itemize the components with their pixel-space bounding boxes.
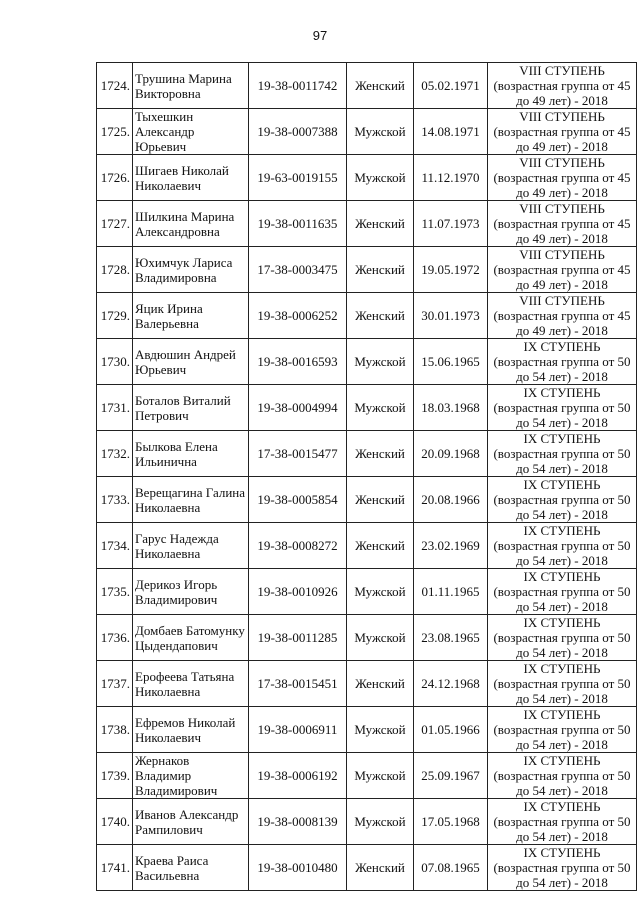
birth-date: 30.01.1973: [414, 293, 488, 339]
stage-category: [488, 707, 637, 753]
table-row: [97, 201, 637, 247]
birth-date: 20.08.1966: [414, 477, 488, 523]
birth-date: 23.08.1965: [414, 615, 488, 661]
stage-category-line: VIII СТУПЕНЬ: [519, 247, 605, 262]
stage-category-line: IX СТУПЕНЬ: [523, 845, 601, 860]
full-name: Иванов Александр Рампилович: [133, 799, 249, 845]
stage-category: [488, 247, 637, 293]
birth-date: 19.05.1972: [414, 247, 488, 293]
row-number: 1740.: [97, 799, 133, 845]
gender: Женский: [347, 661, 414, 707]
birth-date: 25.09.1967: [414, 753, 488, 799]
table-row: [97, 431, 637, 477]
gender: Мужской: [347, 707, 414, 753]
row-number: 1732.: [97, 431, 133, 477]
stage-category-line: VIII СТУПЕНЬ: [519, 201, 605, 216]
full-name: Яцик Ирина Валерьевна: [133, 293, 249, 339]
table-row: [97, 385, 637, 431]
stage-category-line: до 49 лет) - 2018: [516, 277, 608, 292]
row-number: 1727.: [97, 201, 133, 247]
full-name: Тыхешкин Александр Юрьевич: [133, 109, 249, 155]
birth-date: 11.07.1973: [414, 201, 488, 247]
full-name: Ефремов Николай Николаевич: [133, 707, 249, 753]
gender: Женский: [347, 293, 414, 339]
stage-category-line: (возрастная группа от 45: [493, 78, 631, 93]
stage-category: [488, 477, 637, 523]
stage-category-line: до 49 лет) - 2018: [516, 231, 608, 246]
stage-category-line: IX СТУПЕНЬ: [523, 477, 601, 492]
stage-category-line: до 54 лет) - 2018: [516, 507, 608, 522]
table-row: [97, 477, 637, 523]
stage-category: [488, 155, 637, 201]
full-name: Шигаев Николай Николаевич: [133, 155, 249, 201]
birth-date: 20.09.1968: [414, 431, 488, 477]
stage-category-line: до 54 лет) - 2018: [516, 461, 608, 476]
stage-category-line: IX СТУПЕНЬ: [523, 523, 601, 538]
stage-category-line: до 54 лет) - 2018: [516, 645, 608, 660]
table-row: [97, 753, 637, 799]
stage-category-line: VIII СТУПЕНЬ: [519, 155, 605, 170]
birth-date: 11.12.1970: [414, 155, 488, 201]
stage-category: [488, 385, 637, 431]
gender: Женский: [347, 845, 414, 891]
stage-category-line: IX СТУПЕНЬ: [523, 799, 601, 814]
uin-code: 19-38-0010926: [249, 569, 347, 615]
stage-category-line: (возрастная группа от 50: [493, 354, 631, 369]
stage-category-line: (возрастная группа от 50: [493, 538, 631, 553]
stage-category: [488, 523, 637, 569]
table-row: [97, 845, 637, 891]
stage-category-line: (возрастная группа от 45: [493, 308, 631, 323]
gender: Мужской: [347, 569, 414, 615]
stage-category-line: до 54 лет) - 2018: [516, 415, 608, 430]
table-row: [97, 661, 637, 707]
full-name: Жернаков Владимир Владимирович: [133, 753, 249, 799]
row-number: 1733.: [97, 477, 133, 523]
full-name: Шилкина Марина Александровна: [133, 201, 249, 247]
row-number: 1737.: [97, 661, 133, 707]
uin-code: 19-38-0008272: [249, 523, 347, 569]
table-row: [97, 109, 637, 155]
stage-category-line: (возрастная группа от 50: [493, 676, 631, 691]
stage-category-line: до 54 лет) - 2018: [516, 737, 608, 752]
birth-date: 01.11.1965: [414, 569, 488, 615]
stage-category-line: VIII СТУПЕНЬ: [519, 63, 605, 78]
table-row: [97, 247, 637, 293]
birth-date: 15.06.1965: [414, 339, 488, 385]
row-number: 1724.: [97, 63, 133, 109]
stage-category: [488, 799, 637, 845]
stage-category-line: IX СТУПЕНЬ: [523, 707, 601, 722]
table-row: [97, 615, 637, 661]
gender: Мужской: [347, 109, 414, 155]
full-name: Юхимчук Лариса Владимировна: [133, 247, 249, 293]
birth-date: 01.05.1966: [414, 707, 488, 753]
stage-category-line: до 54 лет) - 2018: [516, 553, 608, 568]
uin-code: 17-38-0015451: [249, 661, 347, 707]
stage-category: [488, 293, 637, 339]
stage-category-line: (возрастная группа от 50: [493, 630, 631, 645]
stage-category: [488, 109, 637, 155]
stage-category: [488, 753, 637, 799]
full-name: Краева Раиса Васильевна: [133, 845, 249, 891]
stage-category-line: (возрастная группа от 50: [493, 768, 631, 783]
table-row: [97, 799, 637, 845]
stage-category-line: до 54 лет) - 2018: [516, 829, 608, 844]
full-name: Авдюшин Андрей Юрьевич: [133, 339, 249, 385]
uin-code: 19-38-0006911: [249, 707, 347, 753]
stage-category-line: (возрастная группа от 45: [493, 170, 631, 185]
row-number: 1741.: [97, 845, 133, 891]
stage-category-line: VIII СТУПЕНЬ: [519, 293, 605, 308]
stage-category-line: (возрастная группа от 45: [493, 262, 631, 277]
gender: Женский: [347, 247, 414, 293]
table-row: [97, 155, 637, 201]
stage-category-line: (возрастная группа от 50: [493, 400, 631, 415]
uin-code: 19-38-0005854: [249, 477, 347, 523]
gender: Мужской: [347, 385, 414, 431]
uin-code: 17-38-0003475: [249, 247, 347, 293]
stage-category-line: IX СТУПЕНЬ: [523, 753, 601, 768]
full-name: Боталов Виталий Петрович: [133, 385, 249, 431]
stage-category-line: до 54 лет) - 2018: [516, 599, 608, 614]
row-number: 1739.: [97, 753, 133, 799]
full-name: Дерикоз Игорь Владимирович: [133, 569, 249, 615]
stage-category: [488, 339, 637, 385]
full-name: Былкова Елена Ильинична: [133, 431, 249, 477]
row-number: 1725.: [97, 109, 133, 155]
row-number: 1738.: [97, 707, 133, 753]
row-number: 1736.: [97, 615, 133, 661]
row-number: 1728.: [97, 247, 133, 293]
uin-code: 19-38-0011635: [249, 201, 347, 247]
full-name: Верещагина Галина Николаевна: [133, 477, 249, 523]
stage-category-line: (возрастная группа от 50: [493, 492, 631, 507]
stage-category: [488, 615, 637, 661]
birth-date: 14.08.1971: [414, 109, 488, 155]
registry-table: [96, 62, 637, 891]
table-row: [97, 339, 637, 385]
stage-category: [488, 63, 637, 109]
uin-code: 19-38-0016593: [249, 339, 347, 385]
row-number: 1729.: [97, 293, 133, 339]
gender: Женский: [347, 523, 414, 569]
birth-date: 07.08.1965: [414, 845, 488, 891]
row-number: 1726.: [97, 155, 133, 201]
row-number: 1734.: [97, 523, 133, 569]
registry-table-body: [97, 63, 637, 891]
row-number: 1731.: [97, 385, 133, 431]
uin-code: 19-38-0011285: [249, 615, 347, 661]
gender: Женский: [347, 431, 414, 477]
birth-date: 23.02.1969: [414, 523, 488, 569]
uin-code: 17-38-0015477: [249, 431, 347, 477]
uin-code: 19-38-0010480: [249, 845, 347, 891]
birth-date: 17.05.1968: [414, 799, 488, 845]
stage-category-line: (возрастная группа от 45: [493, 216, 631, 231]
uin-code: 19-38-0006252: [249, 293, 347, 339]
table-row: [97, 523, 637, 569]
stage-category-line: (возрастная группа от 50: [493, 722, 631, 737]
stage-category: [488, 201, 637, 247]
page-number: 97: [312, 28, 328, 43]
birth-date: 24.12.1968: [414, 661, 488, 707]
stage-category-line: до 49 лет) - 2018: [516, 323, 608, 338]
table-row: [97, 63, 637, 109]
stage-category: [488, 661, 637, 707]
full-name: Трушина Марина Викторовна: [133, 63, 249, 109]
uin-code: 19-38-0006192: [249, 753, 347, 799]
stage-category-line: (возрастная группа от 50: [493, 860, 631, 875]
gender: Женский: [347, 477, 414, 523]
stage-category-line: IX СТУПЕНЬ: [523, 431, 601, 446]
gender: Мужской: [347, 799, 414, 845]
stage-category-line: до 49 лет) - 2018: [516, 93, 608, 108]
gender: Мужской: [347, 753, 414, 799]
full-name: Ерофеева Татьяна Николаевна: [133, 661, 249, 707]
row-number: 1730.: [97, 339, 133, 385]
stage-category-line: до 54 лет) - 2018: [516, 369, 608, 384]
stage-category-line: до 49 лет) - 2018: [516, 139, 608, 154]
gender: Мужской: [347, 615, 414, 661]
table-row: [97, 707, 637, 753]
stage-category-line: (возрастная группа от 45: [493, 124, 631, 139]
stage-category-line: IX СТУПЕНЬ: [523, 615, 601, 630]
stage-category-line: IX СТУПЕНЬ: [523, 661, 601, 676]
table-row: [97, 293, 637, 339]
stage-category-line: IX СТУПЕНЬ: [523, 569, 601, 584]
birth-date: 18.03.1968: [414, 385, 488, 431]
stage-category-line: (возрастная группа от 50: [493, 446, 631, 461]
uin-code: 19-38-0004994: [249, 385, 347, 431]
row-number: 1735.: [97, 569, 133, 615]
stage-category-line: (возрастная группа от 50: [493, 584, 631, 599]
stage-category: [488, 845, 637, 891]
gender: Женский: [347, 63, 414, 109]
table-row: [97, 569, 637, 615]
birth-date: 05.02.1971: [414, 63, 488, 109]
gender: Женский: [347, 201, 414, 247]
stage-category-line: IX СТУПЕНЬ: [523, 339, 601, 354]
full-name: Гарус Надежда Николаевна: [133, 523, 249, 569]
uin-code: 19-38-0007388: [249, 109, 347, 155]
stage-category-line: IX СТУПЕНЬ: [523, 385, 601, 400]
full-name: Домбаев Батомунку Цыдендапович: [133, 615, 249, 661]
stage-category-line: VIII СТУПЕНЬ: [519, 109, 605, 124]
stage-category-line: до 54 лет) - 2018: [516, 783, 608, 798]
stage-category: [488, 569, 637, 615]
stage-category-line: (возрастная группа от 50: [493, 814, 631, 829]
stage-category: [488, 431, 637, 477]
stage-category-line: до 54 лет) - 2018: [516, 875, 608, 890]
uin-code: 19-38-0008139: [249, 799, 347, 845]
uin-code: 19-38-0011742: [249, 63, 347, 109]
stage-category-line: до 49 лет) - 2018: [516, 185, 608, 200]
gender: Мужской: [347, 155, 414, 201]
gender: Мужской: [347, 339, 414, 385]
uin-code: 19-63-0019155: [249, 155, 347, 201]
stage-category-line: до 54 лет) - 2018: [516, 691, 608, 706]
